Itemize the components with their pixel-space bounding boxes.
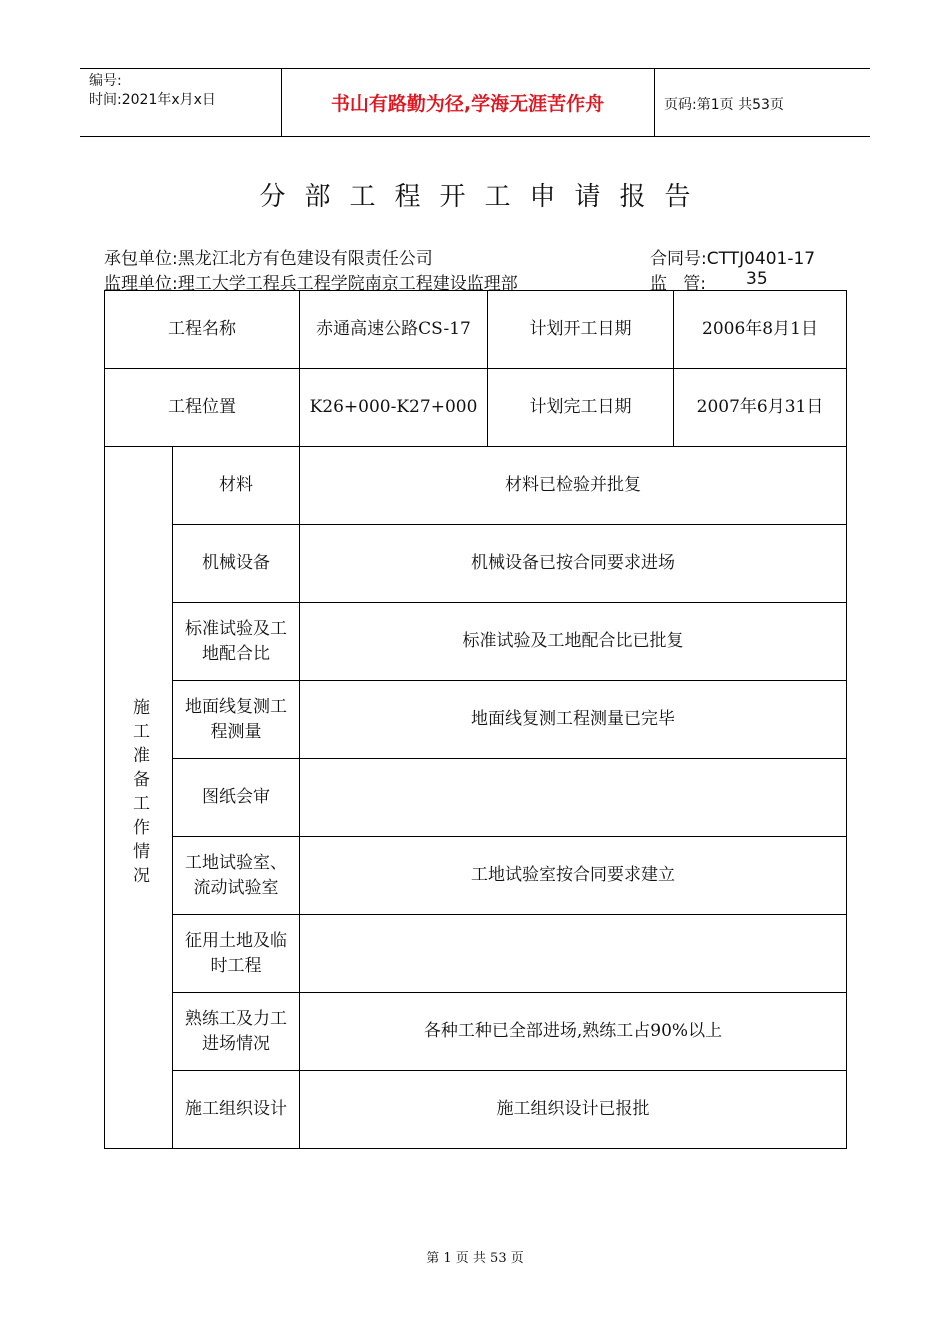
prep-work-cell [105,447,173,1149]
table-row [105,915,847,993]
item-label: 图纸会审 [173,759,300,837]
page-footer: 第 1 页 共 53 页 [426,1251,524,1266]
supervisor-line: 监理单位:理工大学工程兵工程学院南京工程建设监理部 [104,274,518,294]
supervision-value: 35 [746,269,768,289]
table-row-project-name [105,291,847,369]
supervision-label: 监 管: [650,274,706,294]
item-label: 材料 [173,447,300,525]
table-row [105,447,847,525]
table-row [105,837,847,915]
contractor-line: 承包单位:黑龙江北方有色建设有限责任公司 [104,249,433,269]
plan-end-value: 2007年6月31日 [674,369,847,447]
item-value: 地面线复测工程测量已完毕 [300,681,847,759]
item-label: 施工组织设计 [173,1071,300,1149]
application-table [104,290,847,1149]
table-row-location [105,369,847,447]
item-label: 标准试验及工地配合比 [173,603,300,681]
item-label: 征用土地及临时工程 [173,915,300,993]
table-row [105,993,847,1071]
item-value: 各种工种已全部进场,熟练工占90%以上 [300,993,847,1071]
header-band [80,68,870,137]
table-row [105,681,847,759]
item-value: 机械设备已按合同要求进场 [300,525,847,603]
header-page-info: 页码:第1页 共53页 [664,97,784,113]
item-label: 地面线复测工程测量 [173,681,300,759]
table-row [105,603,847,681]
header-divider-right [654,69,655,136]
contract-number: 合同号:CTTJ0401-17 [650,249,816,269]
plan-start-value: 2006年8月1日 [674,291,847,369]
item-value: 材料已检验并批复 [300,447,847,525]
project-name-value: 赤通高速公路CS-17 [300,291,488,369]
table-row [105,525,847,603]
plan-start-label: 计划开工日期 [488,291,674,369]
item-label: 机械设备 [173,525,300,603]
header-motto: 书山有路勤为径,学海无涯苦作舟 [330,93,605,115]
plan-end-label: 计划完工日期 [488,369,674,447]
location-value: K26+000-K27+000 [300,369,488,447]
location-label: 工程位置 [105,369,300,447]
time-label: 时间:2021年x月x日 [89,92,216,108]
number-label: 编号: [89,73,122,89]
item-value [300,915,847,993]
header-meta [89,72,216,110]
item-value: 标准试验及工地配合比已批复 [300,603,847,681]
item-label: 熟练工及力工进场情况 [173,993,300,1071]
table-row [105,1071,847,1149]
table-row [105,759,847,837]
prep-work-label: 施工准备工作情况 [129,697,149,890]
item-value: 工地试验室按合同要求建立 [300,837,847,915]
item-value [300,759,847,837]
item-label: 工地试验室、流动试验室 [173,837,300,915]
project-name-label: 工程名称 [105,291,300,369]
item-value: 施工组织设计已报批 [300,1071,847,1149]
document-title: 分部工程开工申请报告 [259,182,710,212]
